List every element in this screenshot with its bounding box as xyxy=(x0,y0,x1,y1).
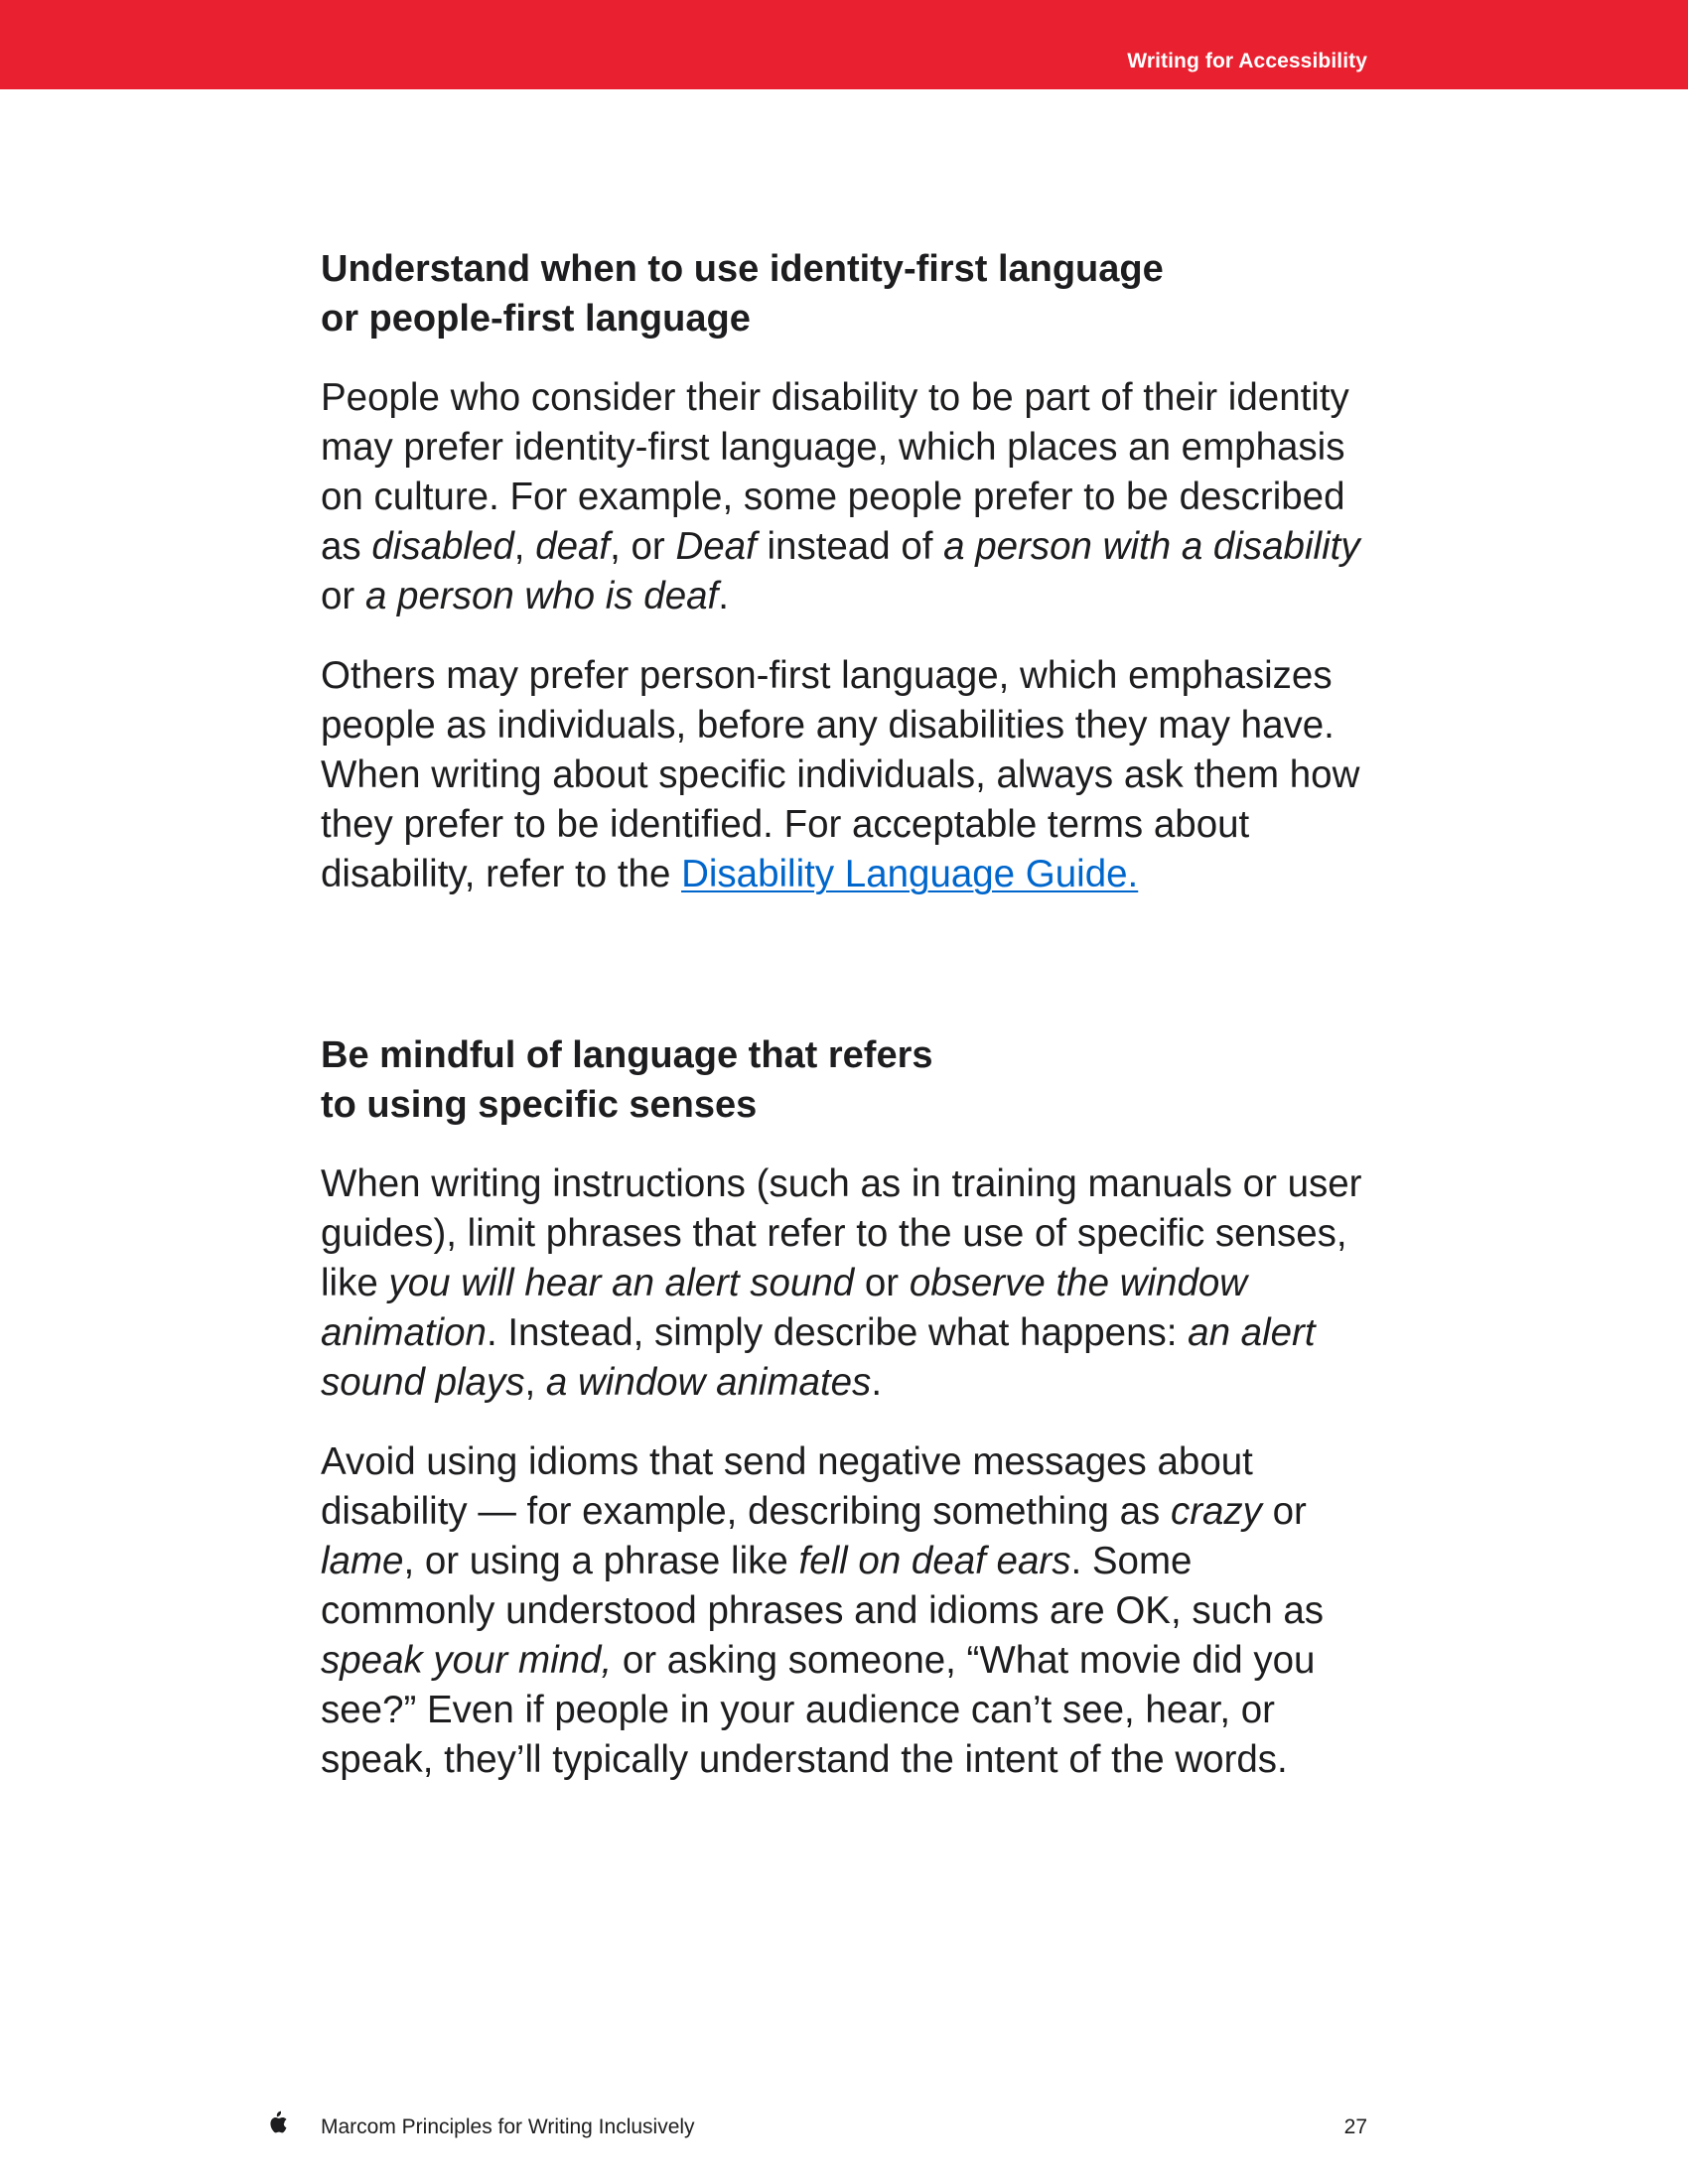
paragraph xyxy=(321,373,1373,621)
text-run: Others may prefer person-first language, which emphasizes people as individuals, before any disabilities they may have. When writing about specific individuals, always ask them how they prefer to be identified. For acceptable terms about disability, refer to the xyxy=(321,654,1360,895)
paragraph xyxy=(321,651,1373,899)
text-run: or asking someone, “What movie did you see?” Even if people in your audience can’t see, hear, or speak, they’ll typically understand the intent of the words. xyxy=(321,1639,1316,1781)
text-run: instead of xyxy=(756,525,944,568)
italic-term: a person who is deaf xyxy=(364,575,719,617)
apple-logo-icon xyxy=(266,2110,288,2135)
paragraph xyxy=(321,1160,1373,1408)
italic-term: lame xyxy=(321,1540,404,1582)
italic-term: crazy xyxy=(1170,1490,1262,1533)
italic-term: speak your mind, xyxy=(321,1639,613,1682)
text-run: People who consider their disability to be part of their identity may prefer identity-first language, which places an emphasis on culture. For example, some people prefer to be described as xyxy=(321,376,1349,568)
section-heading xyxy=(321,1030,1373,1130)
footer-document-title: Marcom Principles for Writing Inclusively xyxy=(321,2116,695,2138)
text-run: , or xyxy=(610,525,676,568)
text-run: Avoid using idioms that send negative messages about disability — for example, describing something as xyxy=(321,1440,1253,1533)
italic-term: you will hear an alert sound xyxy=(388,1262,855,1304)
italic-term: an alert sound plays xyxy=(321,1311,1316,1404)
italic-term: deaf xyxy=(535,525,611,568)
italic-term: fell on deaf ears xyxy=(798,1540,1071,1582)
section-specific-senses xyxy=(321,1030,1373,1785)
page-number: 27 xyxy=(1343,2116,1367,2138)
text-run: or xyxy=(854,1262,910,1304)
heading-line-2: to using specific senses xyxy=(321,1084,758,1126)
text-run: , or using a phrase like xyxy=(403,1540,799,1582)
italic-term: a person with a disability xyxy=(943,525,1360,568)
text-run: . xyxy=(718,575,729,617)
text-run: or xyxy=(1261,1490,1307,1533)
text-run: or xyxy=(321,575,365,617)
text-run: When writing instructions (such as in training manuals or user guides), limit phrases that refer to the use of specific senses, like xyxy=(321,1162,1362,1304)
italic-term: Deaf xyxy=(675,525,757,568)
heading-line-2: or people-first language xyxy=(321,298,751,340)
heading-line-1: Understand when to use identity-first language xyxy=(321,248,1164,290)
italic-term: a window animates xyxy=(545,1361,872,1404)
text-run: . Instead, simply describe what happens: xyxy=(486,1311,1189,1354)
heading-line-1: Be mindful of language that refers xyxy=(321,1034,933,1076)
disability-language-guide-link[interactable]: Disability Language Guide. xyxy=(681,853,1139,895)
italic-term: disabled xyxy=(371,525,514,568)
italic-term: observe the window animation xyxy=(321,1262,1248,1354)
text-run: , xyxy=(524,1361,546,1404)
section-heading xyxy=(321,244,1373,343)
text-run: , xyxy=(513,525,536,568)
main-content xyxy=(321,244,1373,1785)
section-identity-first xyxy=(321,244,1373,899)
text-run: . xyxy=(871,1361,883,1404)
running-title: Writing for Accessibility xyxy=(1127,50,1367,72)
paragraph xyxy=(321,1437,1373,1785)
header-band xyxy=(0,0,1688,89)
text-run: . Some commonly understood phrases and idioms are OK, such as xyxy=(321,1540,1325,1632)
